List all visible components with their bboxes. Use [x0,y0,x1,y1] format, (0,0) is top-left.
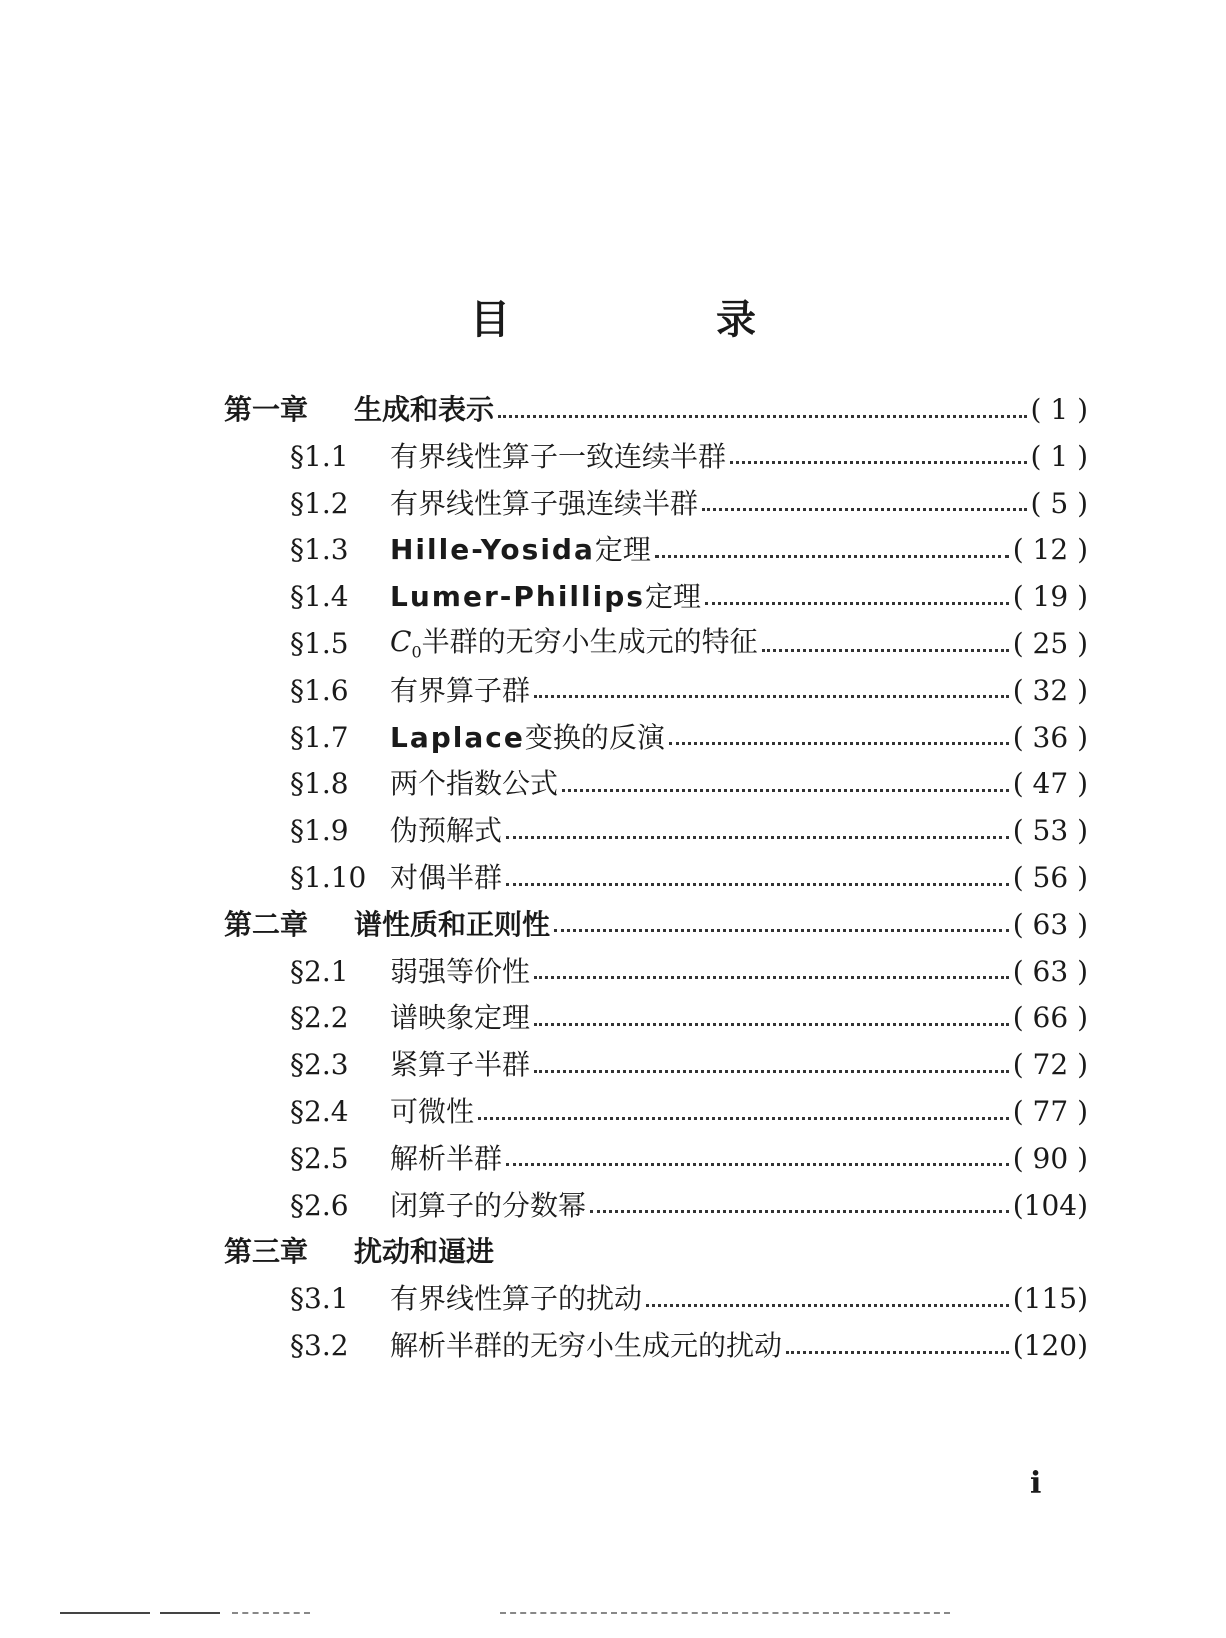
entry-title [390,673,531,707]
toc-section-entry [290,437,1088,477]
entry-number: §1.1 [290,439,349,473]
toc-section-entry [290,671,1088,711]
entry-number: §1.8 [290,767,349,801]
entry-title-text: 两个指数公式 [390,767,559,801]
toc-chapter-entry [224,390,1088,430]
toc-section-entry [290,1279,1088,1319]
entry-title [390,486,699,520]
entry-title [390,814,503,848]
entry-title-text: 谱性质和正则性 [354,907,551,941]
entry-title [390,1001,531,1035]
entry-title-text: 紧算子半群 [390,1048,531,1082]
entry-title [390,1141,503,1175]
entry-title-text: 伪预解式 [390,814,503,848]
entry-title [390,580,701,614]
dot-leader [534,976,1009,979]
entry-number: §1.6 [290,673,349,707]
entry-title [354,1235,495,1269]
entry-title-text: 闭算子的分数幂 [390,1188,587,1222]
entry-title [390,954,531,988]
dot-leader [554,929,1009,932]
entry-title [390,1095,475,1128]
entry-title [390,861,503,894]
entry-number: §2.4 [290,1095,349,1128]
entry-number: §1.3 [290,533,349,567]
entry-title-text: 有界算子群 [390,673,531,707]
entry-page-number: ( 72 ) [1012,1048,1088,1082]
entry-page-number: ( 63 ) [1012,954,1088,988]
scan-edge-rule [60,1612,150,1614]
entry-page-number: ( 1 ) [1030,393,1088,426]
page-number: i [1030,1466,1042,1501]
toc-section-entry [290,530,1088,570]
dot-leader [730,461,1027,464]
entry-title-latin: Laplace [390,720,525,754]
entry-number: §1.10 [290,861,367,894]
entry-number: §3.2 [290,1329,349,1362]
entry-title-text: 有界线性算子强连续半群 [390,486,699,520]
entry-number: §2.5 [290,1141,349,1175]
entry-page-number: (120) [1012,1329,1088,1362]
toc-section-entry [290,624,1088,664]
entry-title-text: 定理 [594,533,651,567]
dot-leader [702,508,1027,511]
entry-number: §1.7 [290,720,349,754]
toc-section-entry [290,998,1088,1038]
toc-section-entry [290,484,1088,524]
dot-leader [534,695,1009,698]
entry-title-text: 定理 [644,580,701,614]
entry-page-number: ( 53 ) [1012,814,1088,848]
entry-page-number: (115) [1012,1282,1088,1316]
toc-section-entry [290,1092,1088,1132]
entry-number: §2.2 [290,1001,349,1035]
entry-page-number: ( 90 ) [1012,1141,1088,1175]
entry-title-text: 谱映象定理 [390,1001,531,1035]
toc-chapter-entry [224,1232,1088,1272]
dot-leader [786,1351,1009,1354]
entry-page-number: ( 19 ) [1012,580,1088,614]
entry-page-number: ( 25 ) [1012,627,1088,660]
entry-title-text: 解析半群的无穷小生成元的扰动 [390,1329,783,1362]
entry-title-text: 有界线性算子的扰动 [390,1282,643,1316]
entry-title-text: 扰动和逼进 [354,1235,495,1269]
entry-number: §1.9 [290,814,349,848]
toc-section-entry [290,764,1088,804]
dot-leader [506,1163,1009,1166]
dot-leader [534,1070,1009,1073]
entry-title-math-subscript: 0 [411,642,422,662]
entry-title-text: 变换的反演 [524,720,665,754]
dot-leader [762,649,1009,652]
entry-title [390,1188,587,1222]
entry-title [354,907,551,941]
entry-page-number: ( 36 ) [1012,720,1088,754]
entry-number: §1.5 [290,627,349,660]
entry-title-text: 弱强等价性 [390,954,531,988]
entry-page-number: ( 5 ) [1030,486,1088,520]
entry-page-number: ( 56 ) [1012,861,1088,894]
entry-title [390,439,727,473]
entry-page-number: ( 77 ) [1012,1095,1088,1128]
entry-title-latin: Hille-Yosida [390,533,595,567]
toc-section-entry [290,1326,1088,1366]
dot-leader [655,555,1009,558]
entry-title-text: 半群的无穷小生成元的特征 [421,624,758,658]
entry-title [390,624,758,662]
entry-title-text: 有界线性算子一致连续半群 [390,439,727,473]
entry-page-number: ( 66 ) [1012,1001,1088,1035]
scan-edge-rule [500,1612,950,1614]
toc-section-entry [290,858,1088,898]
toc-chapter-entry [224,905,1088,945]
entry-page-number: ( 1 ) [1030,439,1088,473]
dot-leader [534,1023,1009,1026]
toc-section-entry [290,1186,1088,1226]
entry-title [390,1282,643,1316]
toc-section-entry [290,577,1088,617]
dot-leader [590,1210,1009,1213]
dot-leader [646,1304,1009,1307]
entry-number: 第三章 [224,1235,309,1269]
dot-leader [498,415,1027,418]
toc-section-entry [290,1045,1088,1085]
entry-title-math: C [390,624,412,658]
dot-leader [506,883,1009,886]
toc-section-entry [290,1139,1088,1179]
entry-number: §2.3 [290,1048,349,1082]
entry-title-text: 可微性 [390,1095,475,1128]
entry-title [390,533,651,567]
scan-edge-rule [232,1612,310,1614]
dot-leader [478,1117,1009,1120]
entry-title [390,1048,531,1082]
entry-number: 第二章 [224,907,309,941]
entry-title-text: 对偶半群 [390,861,503,894]
entry-number: §2.1 [290,954,349,988]
toc-section-entry [290,718,1088,758]
dot-leader [669,742,1009,745]
dot-leader [506,836,1009,839]
entry-page-number: ( 32 ) [1012,673,1088,707]
entry-number: §2.6 [290,1188,349,1222]
entry-title-latin: Lumer-Phillips [390,580,645,614]
entry-title [390,1329,783,1362]
entry-number: 第一章 [224,393,309,426]
page-title: 目 录 [470,297,852,343]
toc-section-entry [290,811,1088,851]
entry-page-number: ( 63 ) [1012,907,1088,941]
entry-number: §1.4 [290,580,349,614]
entry-number: §3.1 [290,1282,349,1316]
entry-page-number: ( 12 ) [1012,533,1088,567]
toc-section-entry [290,952,1088,992]
entry-title-text: 生成和表示 [354,393,495,426]
dot-leader [562,789,1009,792]
entry-title-text: 解析半群 [390,1141,503,1175]
entry-number: §1.2 [290,486,349,520]
entry-page-number: (104) [1012,1188,1088,1222]
scan-edge-rule [160,1612,220,1614]
entry-page-number: ( 47 ) [1012,767,1088,801]
entry-title [354,393,495,426]
entry-title [390,767,559,801]
dot-leader [705,602,1009,605]
entry-title [390,720,665,754]
